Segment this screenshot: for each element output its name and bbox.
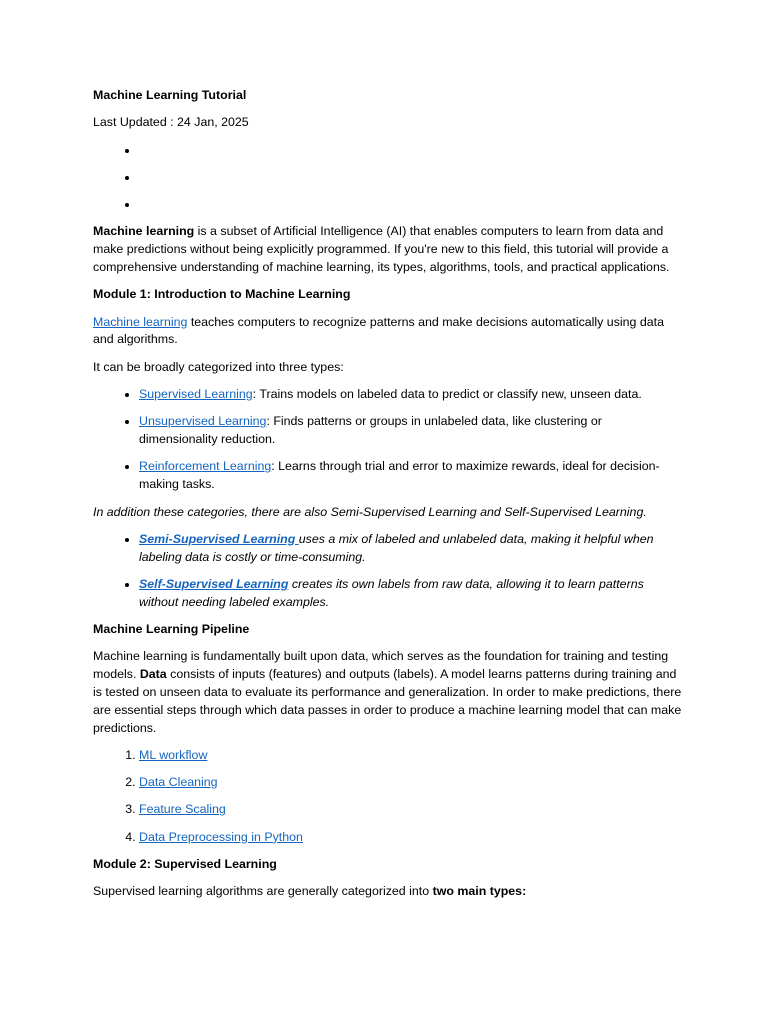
module1-paragraph [93, 314, 683, 350]
list-item [139, 531, 683, 567]
list-item [139, 413, 683, 449]
module1-heading: Module 1: Introduction to Machine Learning [93, 287, 351, 302]
module2-paragraph [93, 883, 683, 901]
unsupervised-learning-link[interactable]: Unsupervised Learning [139, 414, 267, 429]
data-cleaning-link[interactable]: Data Cleaning [139, 775, 218, 790]
module2-text: Supervised learning algorithms are generally categorized into [93, 884, 433, 899]
module2-heading: Module 2: Supervised Learning [93, 857, 277, 871]
addition-note: In addition these categories, there are also Semi-Supervised Learning and Self-Supervised Learning. [93, 504, 647, 519]
intro-text: is a subset of Artificial Intelligence (AI) that enables computers to learn from data and make predictions without being explicitly programmed. If you're new to this field, this tutorial will provide a comprehensive understanding of machine learning, its types, algorithms, tools, and practical applications. [93, 224, 670, 275]
extra-types-list [93, 531, 683, 612]
list-item-text: creates its own labels from raw data, allowing it to learn patterns without needing labeled examples. [139, 576, 644, 609]
semi-supervised-learning-link[interactable]: Semi-Supervised Learning [139, 531, 299, 546]
list-item [139, 801, 683, 819]
pipeline-steps-list [93, 747, 683, 847]
empty-list-item [139, 142, 683, 160]
categories-intro: It can be broadly categorized into three types: [93, 359, 344, 374]
list-item [139, 829, 683, 847]
machine-learning-link[interactable]: Machine learning [93, 314, 188, 329]
list-item [139, 458, 683, 494]
list-item [139, 386, 683, 404]
data-preprocessing-python-link[interactable]: Data Preprocessing in Python [139, 829, 303, 844]
supervised-learning-link[interactable]: Supervised Learning [139, 387, 253, 402]
last-updated: Last Updated : 24 Jan, 2025 [93, 115, 249, 130]
feature-scaling-link[interactable]: Feature Scaling [139, 802, 226, 817]
reinforcement-learning-link[interactable]: Reinforcement Learning [139, 459, 272, 474]
empty-list-item [139, 169, 683, 187]
self-supervised-learning-link[interactable]: Self-Supervised Learning [139, 576, 289, 591]
pipeline-data-term: Data [139, 667, 167, 682]
empty-list-item [139, 196, 683, 214]
intro-term: Machine learning [93, 224, 195, 239]
ml-workflow-link[interactable]: ML workflow [139, 747, 208, 762]
pipeline-text-after: consists of inputs (features) and outputs (labels). A model learns patterns during training and is tested on unseen data to evaluate its performance and generalization. In order to make predictions, there are essential steps through which data passes in order to produce a machine learning model that can make predictions. [93, 667, 682, 735]
list-item-text: : Finds patterns or groups in unlabeled data, like clustering or dimensionality reduction. [139, 414, 602, 447]
list-item [139, 576, 683, 612]
list-item [139, 747, 683, 765]
empty-bullet-list [93, 142, 683, 214]
intro-paragraph [93, 223, 683, 276]
pipeline-heading: Machine Learning Pipeline [93, 622, 250, 637]
list-item-text: uses a mix of labeled and unlabeled data, making it helpful when labeling data is costly or time-consuming. [139, 531, 654, 564]
document-title: Machine Learning Tutorial [93, 88, 247, 102]
list-item [139, 774, 683, 792]
module2-bold-text: two main types: [432, 884, 527, 899]
list-item-text: : Trains models on labeled data to predict or classify new, unseen data. [252, 387, 642, 402]
learning-types-list [93, 386, 683, 494]
list-item-text: : Learns through trial and error to maximize rewards, ideal for decision-making tasks. [139, 459, 660, 492]
document-page [93, 87, 683, 911]
pipeline-paragraph [93, 648, 683, 737]
module1-paragraph-text: teaches computers to recognize patterns and make decisions automatically using data and algorithms. [93, 314, 664, 347]
pipeline-text-before: Machine learning is fundamentally built upon data, which serves as the foundation for training and testing models. [93, 649, 669, 682]
